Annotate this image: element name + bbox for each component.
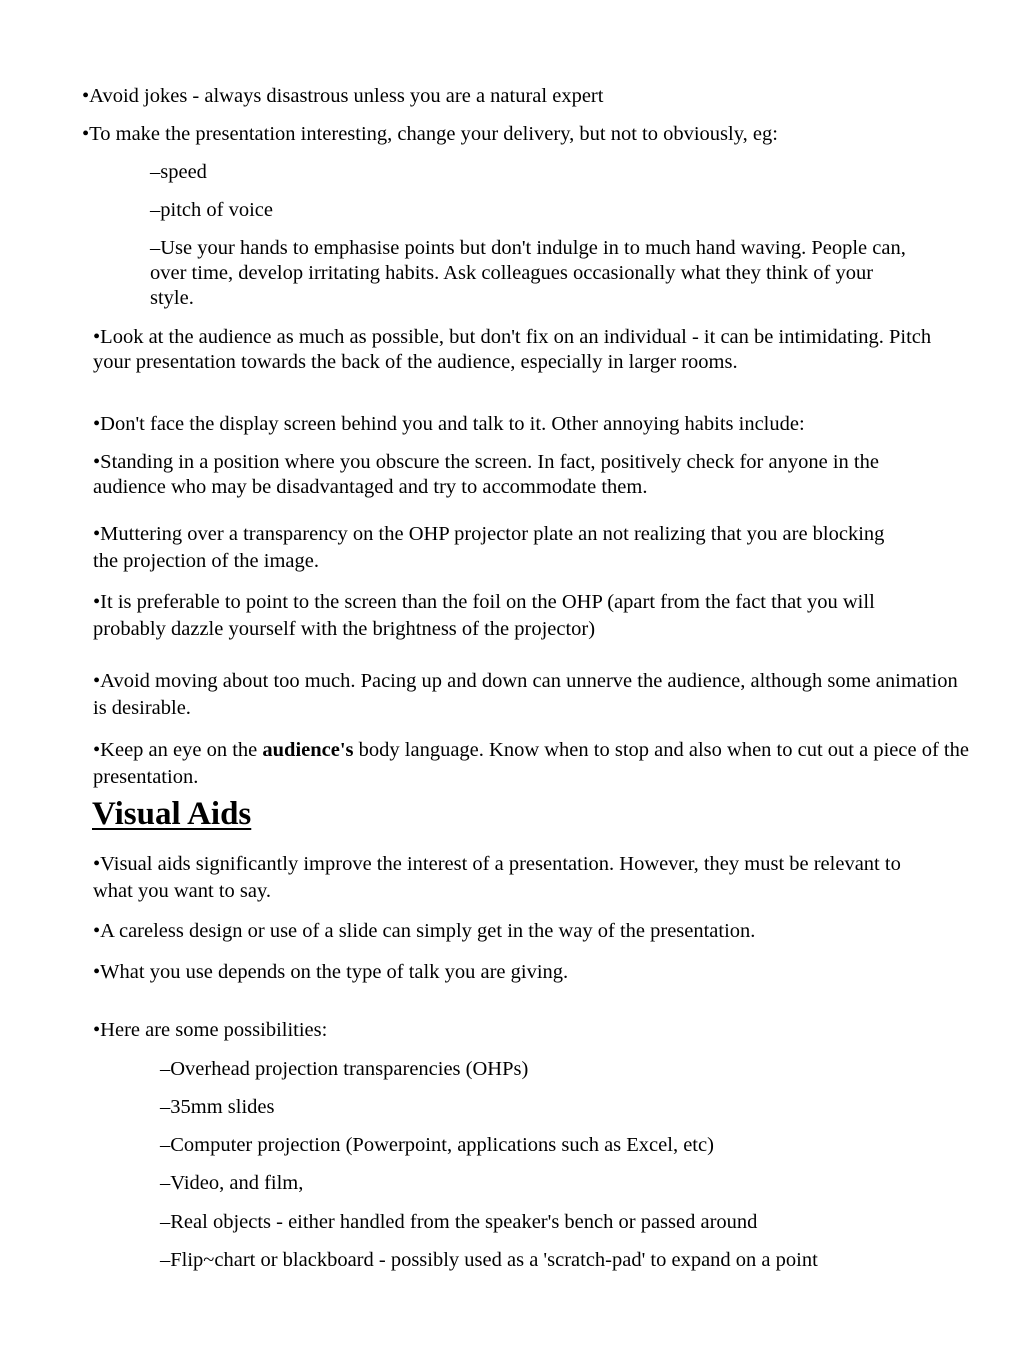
sub-item-pitch: –pitch of voice [150, 199, 273, 221]
bullet-standing-position: •Standing in a position where you obscure the screen. In fact, positively check for anyone in the audience who may be disadvantaged and try to accommodate them. [93, 451, 879, 498]
bullet-point-to-screen: •It is preferable to point to the screen than the foil on the OHP (apart from the fact that you will probably dazzle yourself with the brightness of the projector) [93, 591, 875, 640]
keep-eye-text-end: body language. Know when to stop and also when to cut out a piece of the presentation. [93, 739, 969, 788]
sub-item-ohp: –Overhead projection transparencies (OHPs) [160, 1058, 529, 1080]
sub-item-flip-chart: –Flip~chart or blackboard - possibly used as a 'scratch-pad' to expand on a point [160, 1249, 818, 1271]
bullet-look-audience: •Look at the audience as much as possible, but don't fix on an individual - it can be intimidating. Pitch your presentation towards the back of the audience, especially in larger rooms. [93, 326, 932, 373]
bullet-possibilities: •Here are some possibilities: [93, 1019, 328, 1041]
bullet-avoid-jokes: •Avoid jokes - always disastrous unless you are a natural expert [82, 85, 604, 107]
sub-item-speed: –speed [150, 161, 207, 183]
sub-item-hands: –Use your hands to emphasise points but don't indulge in to much hand waving. People can, over time, develop irritating habits. Ask colleagues occasionally what they think of your style. [150, 237, 906, 309]
bullet-avoid-moving: •Avoid moving about too much. Pacing up and down can unnerve the audience, although some animation is desirable. [93, 670, 958, 719]
keep-eye-text-start: •Keep an eye on the [93, 739, 263, 761]
bullet-keep-eye [93, 737, 973, 791]
bullet-dont-face-screen: •Don't face the display screen behind you and talk to it. Other annoying habits include: [93, 413, 805, 435]
bullet-change-delivery: •To make the presentation interesting, change your delivery, but not to obviously, eg: [82, 123, 778, 145]
sub-item-real-objects: –Real objects - either handled from the speaker's bench or passed around [160, 1211, 758, 1233]
sub-item-video: –Video, and film, [160, 1172, 304, 1194]
visual-aids-heading: Visual Aids [92, 796, 252, 832]
bullet-careless-design: •A careless design or use of a slide can simply get in the way of the presentation. [93, 920, 756, 942]
keep-eye-bold-word: audience's [262, 739, 354, 761]
bullet-depends-on-talk: •What you use depends on the type of talk you are giving. [93, 961, 569, 983]
bullet-muttering: •Muttering over a transparency on the OHP projector plate an not realizing that you are blocking the projection of the image. [93, 523, 885, 572]
bullet-visual-aids-improve: •Visual aids significantly improve the interest of a presentation. However, they must be relevant to what you want to say. [93, 853, 901, 902]
sub-item-computer-projection: –Computer projection (Powerpoint, applications such as Excel, etc) [160, 1134, 714, 1156]
sub-item-35mm: –35mm slides [160, 1096, 275, 1118]
